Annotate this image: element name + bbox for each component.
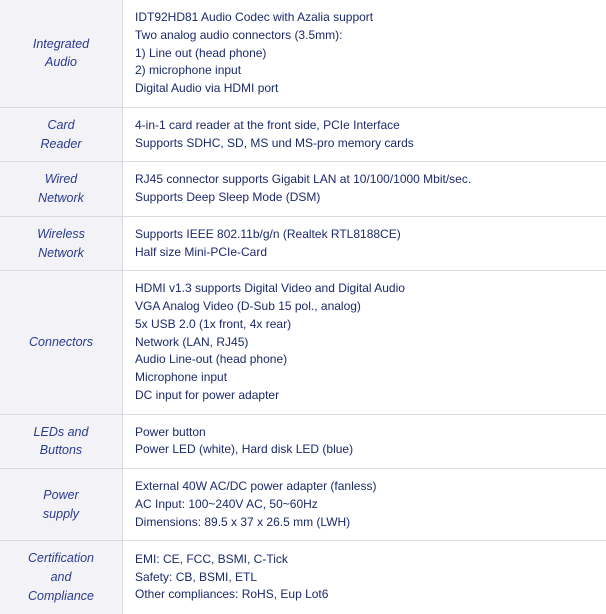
spec-value-line: Audio Line-out (head phone) [135,351,596,369]
spec-value-line: Microphone input [135,369,596,387]
table-row [0,469,606,541]
spec-value-line: Half size Mini-PCIe-Card [135,244,596,262]
spec-label-line: Reader [6,135,116,154]
spec-label-cell [0,541,123,614]
spec-value-cell [123,414,606,469]
spec-value-line: AC Input: 100~240V AC, 50~60Hz [135,496,596,514]
spec-label-line: Network [6,189,116,208]
spec-value-cell [123,0,606,107]
spec-value-line: Supports Deep Sleep Mode (DSM) [135,189,596,207]
spec-label-line: Power [6,486,116,505]
spec-label-cell [0,271,123,414]
spec-label-line: and [6,568,116,587]
spec-label-line: Compliance [6,587,116,606]
spec-label-cell [0,0,123,107]
spec-value-cell [123,216,606,271]
spec-value-line: 1) Line out (head phone) [135,45,596,63]
spec-value-cell [123,469,606,541]
spec-value-line: IDT92HD81 Audio Codec with Azalia support [135,9,596,27]
spec-value-line: External 40W AC/DC power adapter (fanless) [135,478,596,496]
spec-label-line: Audio [6,53,116,72]
spec-value-cell [123,541,606,614]
spec-value-line: Digital Audio via HDMI port [135,80,596,98]
spec-value-line: Network (LAN, RJ45) [135,334,596,352]
spec-label-line: Card [6,116,116,135]
table-row [0,107,606,162]
spec-value-line: Dimensions: 89.5 x 37 x 26.5 mm (LWH) [135,514,596,532]
spec-value-cell [123,107,606,162]
spec-value-cell [123,271,606,414]
spec-value-line: DC input for power adapter [135,387,596,405]
spec-label-cell [0,162,123,217]
spec-label-cell [0,414,123,469]
spec-label-cell [0,469,123,541]
spec-value-line: Supports IEEE 802.11b/g/n (Realtek RTL8188CE) [135,226,596,244]
table-row [0,414,606,469]
spec-label-line: Certification [6,549,116,568]
spec-label-line: Buttons [6,441,116,460]
spec-value-cell [123,162,606,217]
spec-label-line: Integrated [6,35,116,54]
spec-value-line: Supports SDHC, SD, MS und MS-pro memory cards [135,135,596,153]
spec-label-line: LEDs and [6,423,116,442]
spec-value-line: 2) microphone input [135,62,596,80]
spec-value-line: EMI: CE, FCC, BSMI, C-Tick [135,551,596,569]
spec-label-line: Wireless [6,225,116,244]
table-row [0,216,606,271]
spec-label-line: supply [6,505,116,524]
table-row [0,0,606,107]
spec-label-line: Wired [6,170,116,189]
spec-value-line: RJ45 connector supports Gigabit LAN at 10/100/1000 Mbit/sec. [135,171,596,189]
spec-label-cell [0,216,123,271]
spec-value-line: VGA Analog Video (D-Sub 15 pol., analog) [135,298,596,316]
table-row [0,271,606,414]
spec-label-cell [0,107,123,162]
spec-value-line: Power LED (white), Hard disk LED (blue) [135,441,596,459]
spec-value-line: HDMI v1.3 supports Digital Video and Digital Audio [135,280,596,298]
spec-label-line: Network [6,244,116,263]
table-row [0,162,606,217]
spec-label-line: Connectors [6,333,116,352]
spec-value-line: Two analog audio connectors (3.5mm): [135,27,596,45]
spec-value-line: 4-in-1 card reader at the front side, PCIe Interface [135,117,596,135]
spec-value-line: Other compliances: RoHS, Eup Lot6 [135,586,596,604]
spec-value-line: Power button [135,424,596,442]
table-row [0,541,606,614]
spec-value-line: Safety: CB, BSMI, ETL [135,569,596,587]
spec-value-line: 5x USB 2.0 (1x front, 4x rear) [135,316,596,334]
